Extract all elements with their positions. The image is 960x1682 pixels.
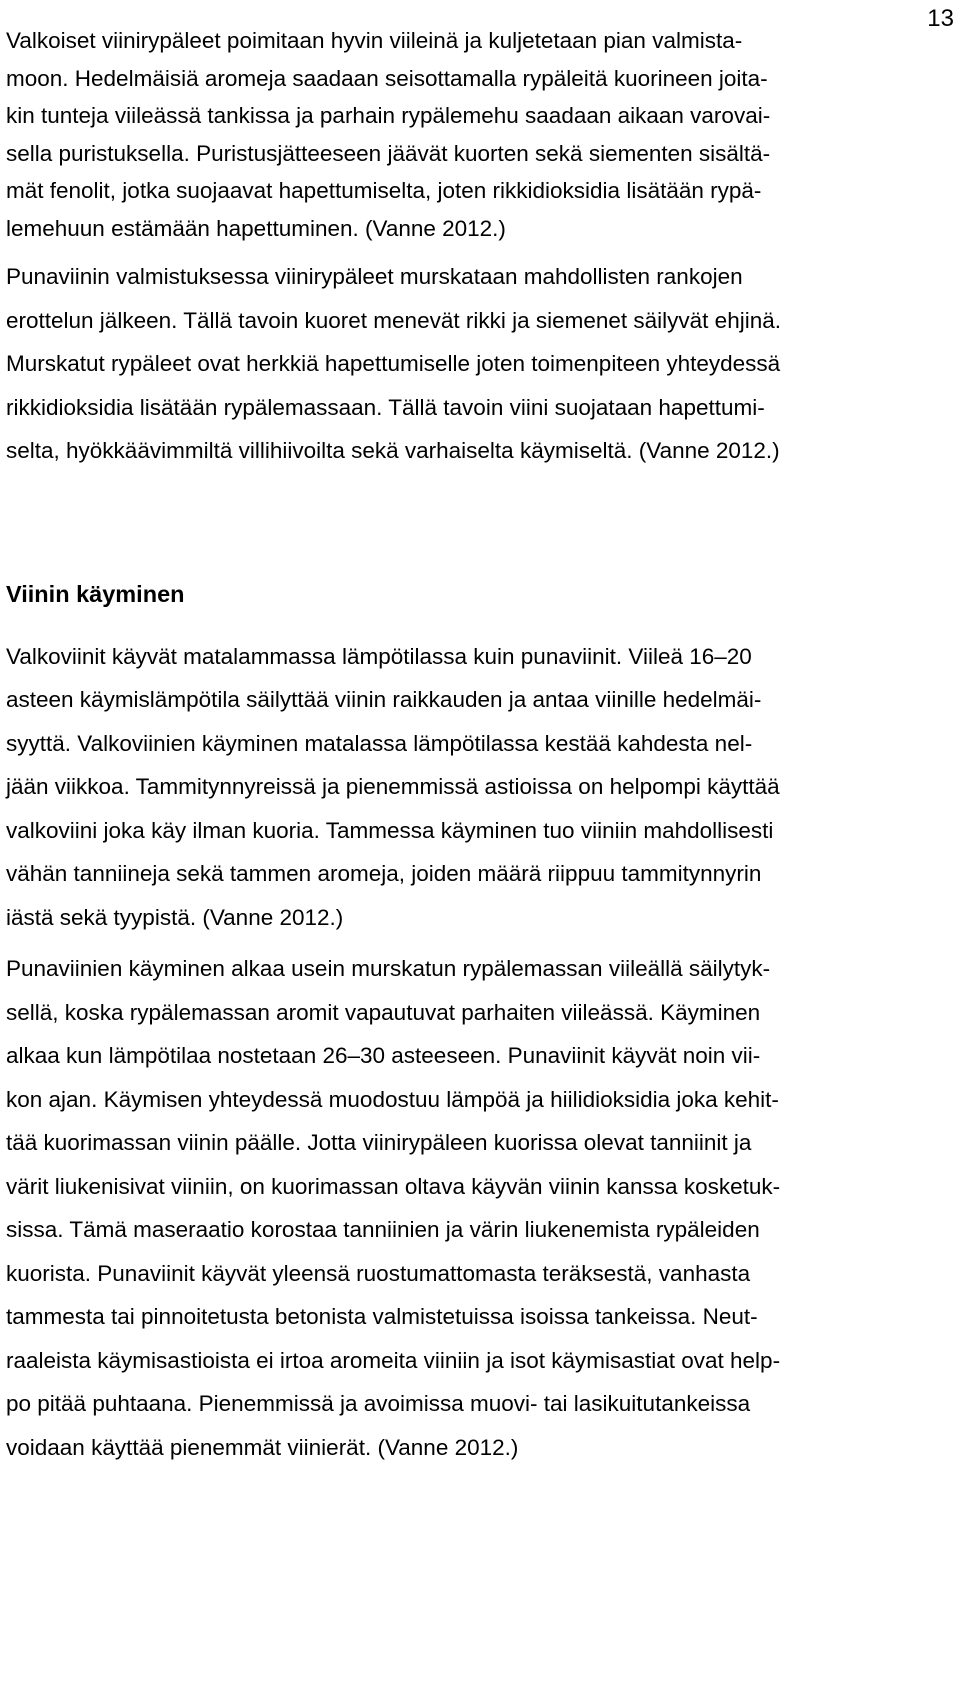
text-line: sella puristuksella. Puristusjätteeseen jäävät kuorten sekä siementen sisältä- (6, 140, 771, 166)
text-line: sellä, koska rypälemassan aromit vapautuvat parhaiten viileässä. Käyminen (6, 999, 761, 1025)
text-line: valkoviini joka käy ilman kuoria. Tammessa käyminen tuo viiniin mahdollisesti (6, 817, 774, 843)
paragraph-red-wine-fermentation (6, 947, 890, 1469)
text-line: tammesta tai pinnoitetusta betonista valmistetuissa isoissa tankeissa. Neut- (6, 1304, 758, 1329)
paragraph-gap (6, 939, 890, 947)
text-line: sissa. Tämä maseraatio korostaa tanniinien ja värin liukenemista rypäleiden (6, 1217, 760, 1242)
text-line: raaleista käymisastioista ei irtoa aromeita viiniin ja isot käymisastiat ovat help- (6, 1347, 781, 1373)
text-line: Murskatut rypäleet ovat herkkiä hapettumiselle joten toimenpiteen yhteydessä (6, 351, 781, 376)
paragraph-red-wine-crushing (6, 255, 890, 473)
text-line: asteen käymislämpötila säilyttää viinin raikkauden ja antaa viinille hedelmäi- (6, 687, 762, 712)
text-line: erottelun jälkeen. Tällä tavoin kuoret menevät rikki ja siemenet säilyvät ehjinä. (6, 307, 781, 333)
text-line: tää kuorimassan viinin päälle. Jotta viinirypäleen kuorissa olevat tanniinit ja (6, 1130, 752, 1155)
text-line: po pitää puhtaana. Pienemmissä ja avoimissa muovi- tai lasikuitutankeissa (6, 1391, 751, 1416)
text-line: mät fenolit, jotka suojaavat hapettumiselta, joten rikkidioksidia lisätään rypä- (6, 178, 762, 203)
text-line: kin tunteja viileässä tankissa ja parhain rypälemehu saadaan aikaan varovai- (6, 103, 771, 128)
text-line: kon ajan. Käymisen yhteydessä muodostuu lämpöä ja hiilidioksidia joka kehit- (6, 1086, 779, 1112)
text-line: värit liukenisivat viiniin, on kuorimassan oltava käyvän viinin kanssa kosketuk- (6, 1173, 781, 1199)
text-line: rikkidioksidia lisätään rypälemassaan. Tällä tavoin viini suojataan hapettumi- (6, 394, 765, 420)
section-heading: Viinin käyminen (6, 580, 185, 607)
text-line: moon. Hedelmäisiä aromeja saadaan seisottamalla rypäleitä kuorineen joita- (6, 65, 768, 91)
text-line: iästä sekä tyypistä. (Vanne 2012.) (6, 904, 344, 930)
text-line: syyttä. Valkoviinien käyminen matalassa lämpötilassa kestää kahdesta nel- (6, 730, 753, 756)
text-line: Valkoviinit käyvät matalammassa lämpötilassa kuin punaviinit. Viileä 16–20 (6, 643, 752, 669)
page-number: 13 (927, 5, 954, 32)
text-line: jään viikkoa. Tammitynnyreissä ja pienemmissä astioissa on helpompi käyttää (6, 774, 780, 799)
text-line: Punaviinien käyminen alkaa usein murskatun rypälemassan viileällä säilytyk- (6, 956, 771, 981)
text-line: Valkoiset viinirypäleet poimitaan hyvin viileinä ja kuljetetaan pian valmista- (6, 28, 743, 53)
paragraph-gap (6, 247, 890, 255)
paragraph-white-wine-fermentation (6, 635, 890, 940)
paragraph-white-wine-harvest (6, 22, 890, 247)
text-line: selta, hyökkäävimmiltä villihiivoilta sekä varhaiselta käymiseltä. (Vanne 2012.) (6, 438, 780, 463)
text-line: vähän tanniineja sekä tammen aromeja, joiden määrä riippuu tammitynnyrin (6, 861, 762, 886)
text-line: kuorista. Punaviinit käyvät yleensä ruostumattomasta teräksestä, vanhasta (6, 1260, 751, 1286)
text-line: lemehuun estämään hapettuminen. (Vanne 2012.) (6, 215, 506, 241)
heading-gap (6, 619, 890, 635)
document-body (6, 22, 890, 1469)
text-line: Punaviinin valmistuksessa viinirypäleet murskataan mahdollisten rankojen (6, 264, 743, 289)
text-line: voidaan käyttää pienemmät viinierät. (Vanne 2012.) (6, 1434, 519, 1460)
text-line: alkaa kun lämpötilaa nostetaan 26–30 asteeseen. Punaviinit käyvät noin vii- (6, 1043, 761, 1068)
section-gap (6, 473, 890, 569)
